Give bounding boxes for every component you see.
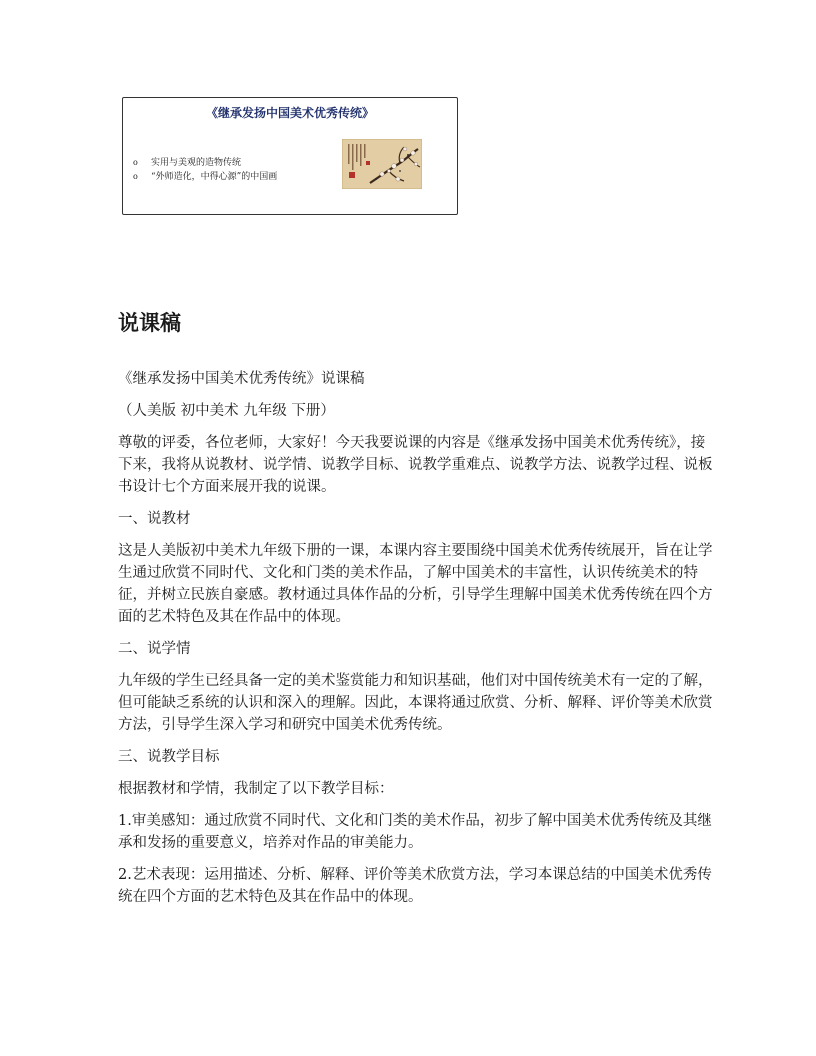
document-paragraph: 《继承发扬中国美术优秀传统》说课稿 bbox=[118, 371, 365, 387]
slide-bullet-text: “外师造化，中得心源”的中国画 bbox=[151, 172, 278, 182]
document-body bbox=[118, 306, 718, 918]
slide-bullet-item bbox=[133, 170, 277, 184]
document-title: 说课稿 bbox=[118, 311, 181, 335]
slide-bullet-item bbox=[133, 156, 277, 170]
section-heading: 三、说教学目标 bbox=[118, 749, 220, 765]
bullet-marker: o bbox=[133, 158, 138, 167]
section-heading: 二、说学情 bbox=[118, 641, 191, 657]
bullet-marker: o bbox=[133, 172, 138, 181]
document-paragraph: 尊敬的评委，各位老师，大家好！今天我要说课的内容是《继承发扬中国美术优秀传统》，接下来，我将从说教材、说学情、说教学目标、说教学重难点、说教学方法、说教学过程、说板书设计七个方面来展开我的说课。 bbox=[118, 435, 713, 495]
document-paragraph: （人美版 初中美术 九年级 下册） bbox=[118, 403, 335, 419]
slide-bullet-text: 实用与美观的造物传统 bbox=[151, 158, 242, 168]
document-paragraph: 九年级的学生已经具备一定的美术鉴赏能力和知识基础，他们对中国传统美术有一定的了解，但可能缺乏系统的认识和深入的理解。因此，本课将通过欣赏、分析、解释、评价等美术欣赏方法，引导学生深入学习和研究中国美术优秀传统。 bbox=[118, 673, 713, 733]
section-heading: 一、说教材 bbox=[118, 511, 191, 527]
document-paragraph: 根据教材和学情，我制定了以下教学目标： bbox=[118, 781, 394, 797]
slide-thumbnail bbox=[122, 97, 458, 215]
document-paragraph: 这是人美版初中美术九年级下册的一课，本课内容主要围绕中国美术优秀传统展开，旨在让学生通过欣赏不同时代、文化和门类的美术作品，了解中国美术的丰富性，认识传统美术的特征，并树立民族自豪感。教材通过具体作品的分析，引导学生理解中国美术优秀传统在四个方面的艺术特色及其在作品中的体现。 bbox=[118, 543, 713, 625]
document-paragraph: 2.艺术表现：运用描述、分析、解释、评价等美术欣赏方法，学习本课总结的中国美术优秀传统在四个方面的艺术特色及其在作品中的体现。 bbox=[118, 867, 712, 905]
slide-title: 《继承发扬中国美术优秀传统》 bbox=[205, 106, 374, 120]
plum-blossom-painting-icon bbox=[342, 139, 422, 189]
slide-bullet-list bbox=[133, 156, 277, 184]
document-paragraph: 1.审美感知：通过欣赏不同时代、文化和门类的美术作品，初步了解中国美术优秀传统及其继承和发扬的重要意义，培养对作品的审美能力。 bbox=[118, 813, 712, 851]
